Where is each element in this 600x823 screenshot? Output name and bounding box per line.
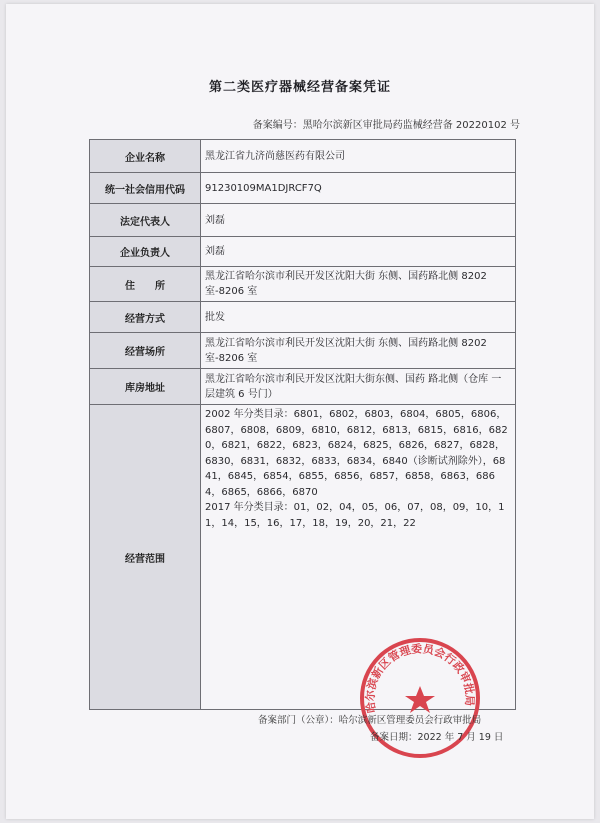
label-warehouse: 库房地址 [90, 369, 201, 405]
record-department: 备案部门（公章）：哈尔滨新区管理委员会行政审批局 [258, 715, 482, 726]
label-business-scope: 经营范围 [90, 405, 201, 710]
seal-star-icon [405, 686, 435, 713]
value-address: 黑龙江省哈尔滨市利民开发区沈阳大街 东侧、国药路北侧 8202 室-8206 室 [201, 267, 516, 302]
table-row [90, 369, 516, 405]
label-credit-code: 统一社会信用代码 [90, 173, 201, 204]
record-number: 备案编号：黑哈尔滨新区审批局药监械经营备 20220102 号 [252, 120, 520, 131]
value-legal-rep: 刘磊 [201, 204, 516, 237]
label-company-name: 企业名称 [90, 140, 201, 173]
value-company-name: 黑龙江省九济尚慈医药有限公司 [201, 140, 516, 173]
value-warehouse: 黑龙江省哈尔滨市利民开发区沈阳大街东侧、国药 路北侧（仓库 一层建筑 6 号门） [201, 369, 516, 405]
record-date: 备案日期：2022 年 7 月 19 日 [370, 732, 504, 743]
value-business-mode: 批发 [201, 302, 516, 333]
table-row [90, 302, 516, 333]
scope-2002: 2002 年分类目录：6801，6802，6803，6804，6805，6806，6807，6808，6809，6810，6812，6813，6815，6816，6820，6821，6822，6823，6824，6825，6826，6827，6828，6830，6831，6832，6833，6834，6840（诊断试剂除外），6841，6845，6854，6855，6856，6857，6858，6863，6864，6865，6866，6870 [205, 409, 508, 498]
value-credit-code: 91230109MA1DJRCF7Q [201, 173, 516, 204]
table-row [90, 267, 516, 302]
record-form-table [89, 139, 516, 710]
label-legal-rep: 法定代表人 [90, 204, 201, 237]
label-address: 住 所 [90, 267, 201, 302]
seal-text: 哈尔滨新区管理委员会行政审批局 [363, 642, 477, 714]
scope-2017: 2017 年分类目录：01，02，04，05，06，07，08，09，10，11，14，15，16，17，18，19，20，21，22 [205, 502, 505, 529]
table-row [90, 140, 516, 173]
value-business-site: 黑龙江省哈尔滨市利民开发区沈阳大街 东侧、国药路北侧 8202 室-8206 室 [201, 333, 516, 369]
table-row [90, 333, 516, 369]
label-business-mode: 经营方式 [90, 302, 201, 333]
label-manager: 企业负责人 [90, 237, 201, 267]
table-row [90, 237, 516, 267]
document-title: 第二类医疗器械经营备案凭证 [208, 80, 391, 95]
table-row [90, 204, 516, 237]
value-manager: 刘磊 [201, 237, 516, 267]
label-business-site: 经营场所 [90, 333, 201, 369]
table-row [90, 173, 516, 204]
